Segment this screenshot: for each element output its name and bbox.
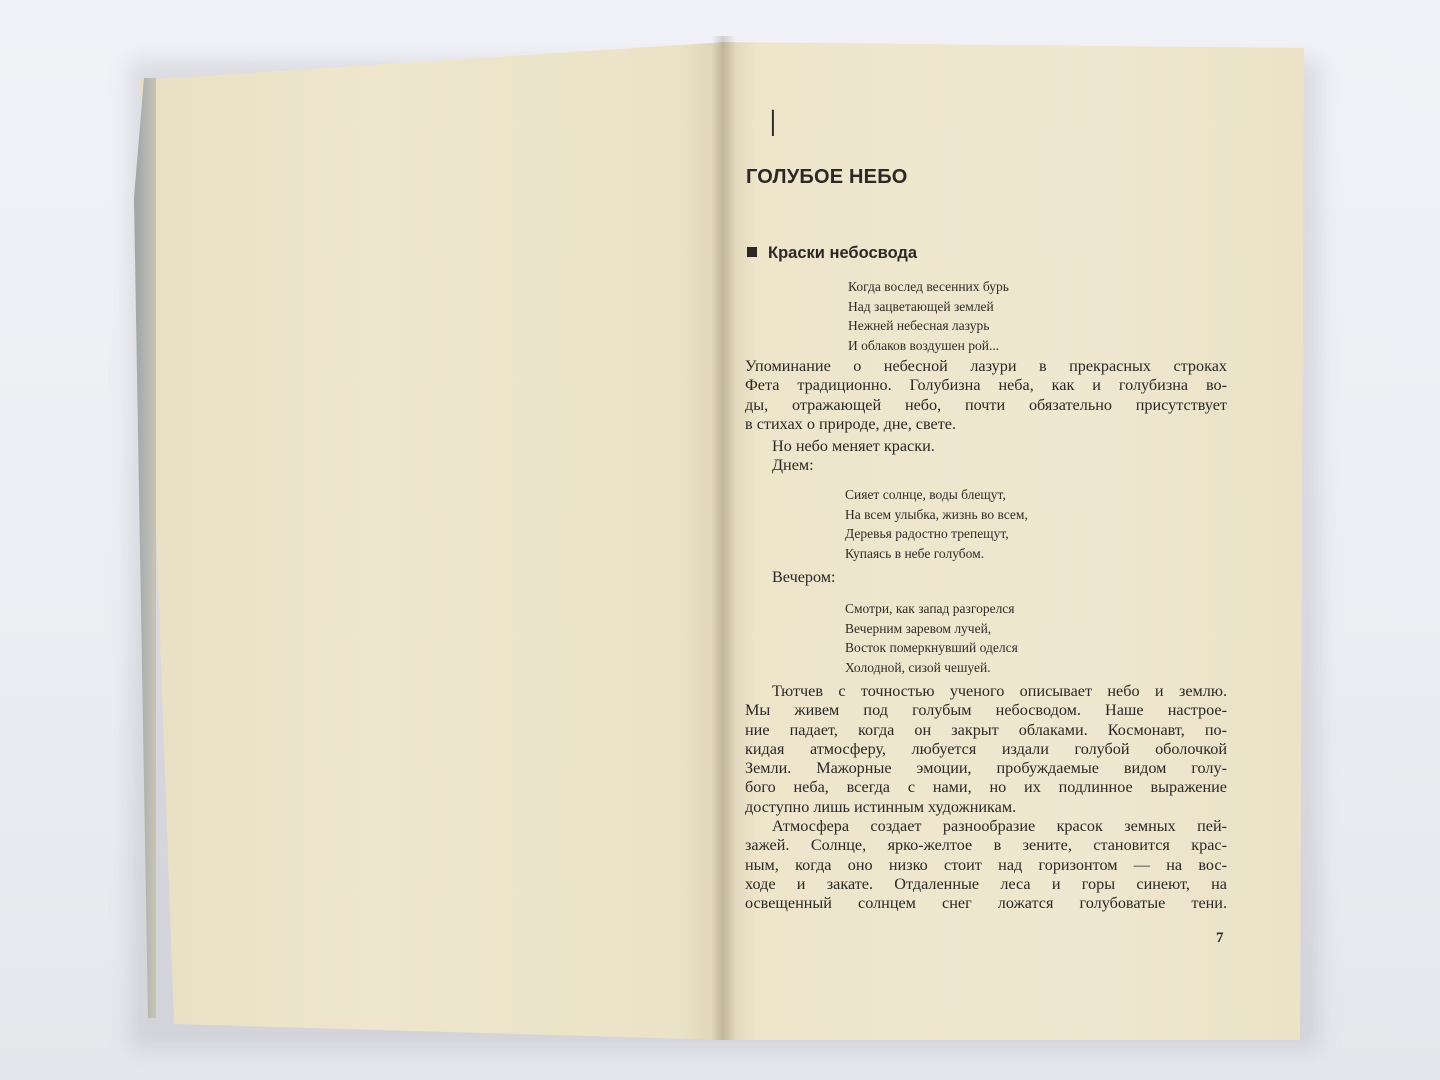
poem-line: Над зацветающей землей <box>848 298 994 314</box>
text-line: зажей. Солнце, ярко-желтое в зените, становится крас- <box>745 836 1227 855</box>
section-title: Краски небосвода <box>768 244 918 262</box>
poem-line: Сияет солнце, воды блещут, <box>845 487 1006 502</box>
evening-label: Вечером: <box>772 568 836 586</box>
text-line: Мы живем под голубым небосводом. Наше настрое- <box>745 701 1227 720</box>
sky-changes-text: Но небо меняет краски. <box>772 437 935 455</box>
poem-line: Нежней небесная лазурь <box>848 318 990 333</box>
poem-line: Деревья радостно трепещут, <box>845 526 1009 541</box>
poem-line: Восток померкнувший оделся <box>845 640 1018 655</box>
poem-line: Смотри, как запад разгорелся <box>845 601 1015 616</box>
text-line: ды, отражающей небо, почти обязательно присутствует <box>745 395 1227 414</box>
poem-line: Вечерним заревом лучей, <box>845 620 992 636</box>
chapter-title: ГОЛУБОЕ НЕБО <box>746 166 908 188</box>
poem-epigraph <box>848 277 1009 355</box>
text-line: ние падает, когда он закрыт облаками. Космонавт, по- <box>745 720 1227 739</box>
text-line: ным, когда оно низко стоит над горизонтом — на вос- <box>745 855 1227 874</box>
poem-line: Купаясь в небе голубом. <box>845 545 985 561</box>
text-line: в стихах о природе, дне, свете. <box>745 414 957 433</box>
text-line: доступно лишь истинным художникам. <box>745 797 1017 816</box>
text-line: ходе и закате. Отдаленные леса и горы синеют, на <box>745 874 1227 893</box>
text-line: Земли. Мажорные эмоции, пробуждаемые видом голу- <box>745 759 1227 778</box>
chapter-number: I <box>770 103 776 145</box>
book-gutter <box>712 36 736 1040</box>
text-line: Атмосфера создает разнообразие красок земных пей- <box>772 817 1227 836</box>
text-line: бого неба, всегда с нами, но их подлинное выражение <box>745 778 1227 797</box>
poem-day <box>845 485 1028 563</box>
text-line: Тютчев с точностью ученого описывает небо и землю. <box>772 682 1227 700</box>
text-line: Упоминание о небесной лазури в прекрасных строках <box>745 357 1227 375</box>
left-page-blank <box>134 42 726 1040</box>
poem-line: Когда вослед весенних бурь <box>848 279 1009 294</box>
poem-line: И облаков воздушен рой... <box>848 337 1000 353</box>
poem-line: Холодной, сизой чешуей. <box>845 659 991 675</box>
paragraph-intro <box>745 357 1227 434</box>
poem-evening <box>845 599 1018 677</box>
section-bullet-icon <box>747 247 757 257</box>
poem-line: На всем улыбка, жизнь во всем, <box>845 506 1028 522</box>
page-number: 7 <box>1216 930 1224 946</box>
text-line: Фета традиционно. Голубизна неба, как и голубизна во- <box>745 376 1227 395</box>
text-line: кидая атмосферу, любуется издали голубой оболочкой <box>745 739 1227 758</box>
day-label: Днем: <box>772 456 814 474</box>
text-line: освещенный солнцем снег ложатся голубоватые тени. <box>745 894 1227 913</box>
paragraph-tyutchev <box>745 682 1227 914</box>
